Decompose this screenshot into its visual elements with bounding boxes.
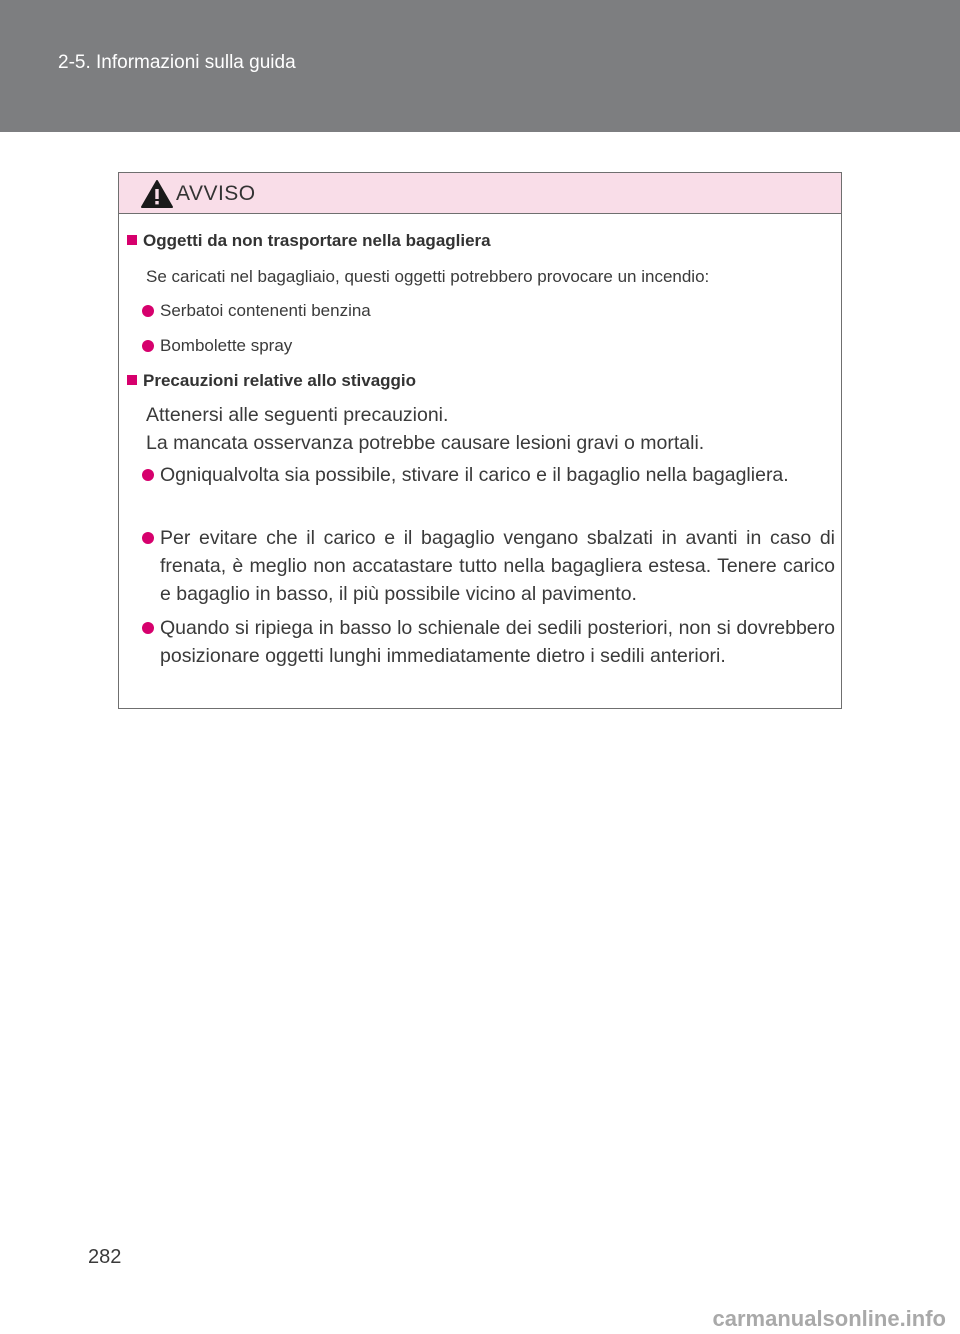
square-bullet-icon (127, 235, 137, 245)
list-item: Serbatoi contenenti benzina (142, 301, 371, 321)
warning-triangle-icon (140, 179, 174, 209)
warning-header (119, 173, 841, 214)
section-heading-1: Oggetti da non trasportare nella bagagliera (127, 231, 491, 251)
circle-bullet-icon (142, 340, 154, 352)
square-bullet-icon (127, 375, 137, 385)
section-title: 2-5. Informazioni sulla guida (58, 52, 296, 73)
page-header (0, 0, 960, 132)
circle-bullet-icon (142, 305, 154, 317)
section-1-intro: Se caricati nel bagagliaio, questi oggetti potrebbero provocare un incendio: (146, 267, 710, 286)
list-item: Quando si ripiega in basso lo schienale dei sedili posteriori, non si dovrebbero posizionare oggetti lunghi immediatamente dietro i sedili anteriori. (142, 614, 835, 670)
section-heading-2: Precauzioni relative allo stivaggio (127, 371, 416, 391)
list-item: Per evitare che il carico e il bagaglio vengano sbalzati in avanti in caso di frenata, è meglio non accatastare tutto nella bagagliera estesa. Tenere carico e bagaglio in basso, il più possibile vicino al pavimento. (142, 524, 835, 608)
circle-bullet-icon (142, 532, 154, 544)
page-number: 282 (88, 1246, 122, 1268)
warning-title: AVVISO (176, 182, 256, 205)
watermark: carmanualsonline.info (712, 1306, 946, 1331)
list-item: Bombolette spray (142, 336, 292, 356)
circle-bullet-icon (142, 469, 154, 481)
warning-box (118, 172, 842, 709)
list-item: Ogniqualvolta sia possibile, stivare il carico e il bagaglio nella bagagliera. (142, 461, 835, 489)
circle-bullet-icon (142, 622, 154, 634)
section-2-intro: Attenersi alle seguenti precauzioni. La mancata osservanza potrebbe causare lesioni gravi o mortali. (146, 404, 705, 454)
